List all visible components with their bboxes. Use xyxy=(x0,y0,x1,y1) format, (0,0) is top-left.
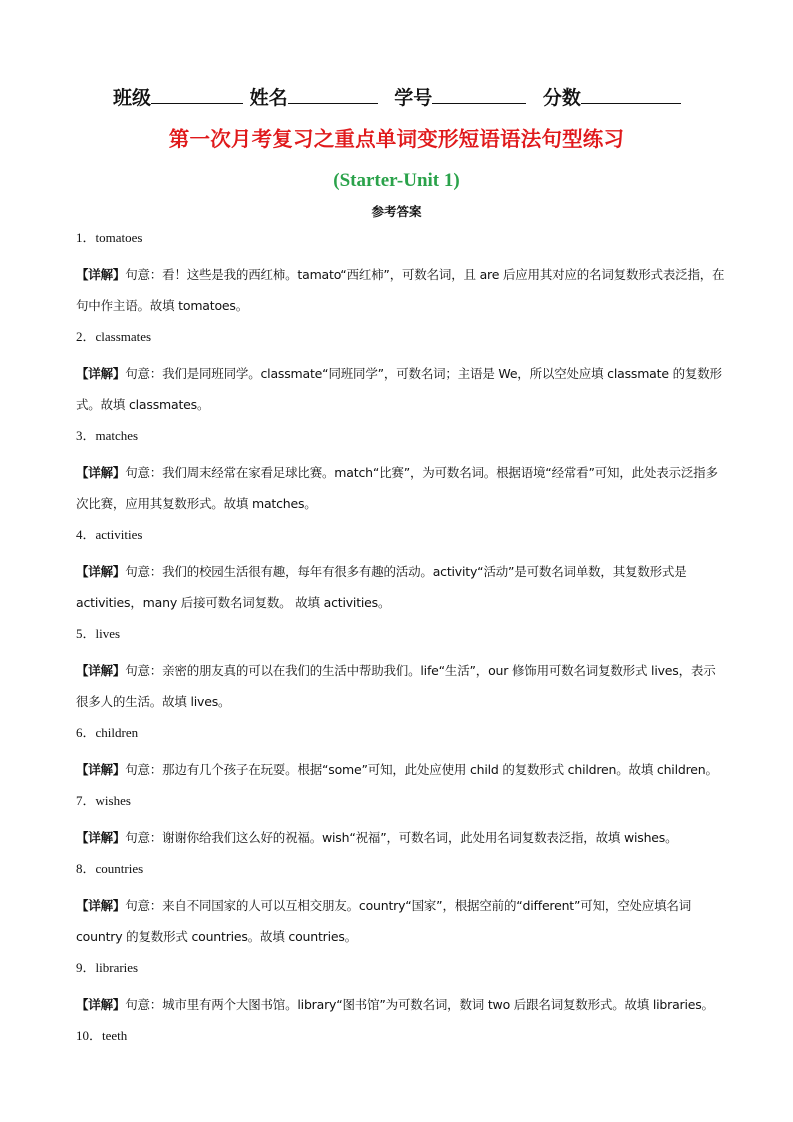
student-id-label: 学号 xyxy=(394,87,433,109)
answer-item xyxy=(76,1026,726,1045)
answer-item xyxy=(76,723,726,742)
explanation-text: 句意：我们是同班同学。classmate“同班同学”，可数名词；主语是 We，所以空处应填 classmate 的复数形式。故填 classmates。 xyxy=(76,366,722,412)
answer-item xyxy=(76,525,726,544)
answer-item xyxy=(76,958,726,977)
explanation-text: 句意：我们周末经常在家看足球比赛。match“比赛”，为可数名词。根据语境“经常看”可知，此处表示泛指多次比赛，应用其复数形式。故填 matches。 xyxy=(76,465,718,511)
score-field xyxy=(543,85,681,110)
student-id-field xyxy=(394,85,526,110)
answer-word: countries xyxy=(95,861,144,876)
answer-explanation xyxy=(76,754,726,785)
answers-heading: 参考答案 xyxy=(371,204,422,219)
answer-number: 5． xyxy=(76,626,96,641)
explanation-tag: 【详解】 xyxy=(76,267,126,282)
explanation-text: 句意：我们的校园生活很有趣，每年有很多有趣的活动。activity“活动”是可数名词单数，其复数形式是 activities，many 后接可数名词复数。 故填 activities。 xyxy=(76,564,687,610)
answer-word: libraries xyxy=(95,960,139,975)
answer-word: matches xyxy=(95,428,139,443)
answer-word: activities xyxy=(95,527,143,542)
explanation-text: 句意：看！这些是我的西红柿。tamato“西红柿”，可数名词，且 are 后应用其对应的名词复数形式表泛指，在句中作主语。故填 tomatoes。 xyxy=(76,267,725,313)
answer-explanation xyxy=(76,890,726,952)
answer-explanation xyxy=(76,556,726,618)
answer-word: teeth xyxy=(102,1028,128,1043)
answer-explanation xyxy=(76,457,726,519)
page-subtitle: (Starter-Unit 1) xyxy=(333,170,460,191)
answer-item xyxy=(76,624,726,643)
answer-number: 9． xyxy=(76,960,96,975)
student-id-blank[interactable] xyxy=(432,85,526,104)
explanation-text: 句意：城市里有两个大图书馆。library“图书馆”为可数名词，数词 two 后跟名词复数形式。故填 libraries。 xyxy=(125,997,714,1012)
answer-item xyxy=(76,791,726,810)
answer-word: wishes xyxy=(95,793,131,808)
explanation-tag: 【详解】 xyxy=(76,830,126,845)
score-label: 分数 xyxy=(542,87,581,109)
answer-number: 10． xyxy=(76,1028,103,1043)
answer-item xyxy=(76,327,726,346)
answer-number: 8． xyxy=(76,861,96,876)
student-info-line xyxy=(113,85,673,110)
answer-number: 4． xyxy=(76,527,96,542)
class-blank[interactable] xyxy=(151,85,243,104)
explanation-text: 句意：那边有几个孩子在玩耍。根据“some”可知，此处应使用 child 的复数形式 children。故填 children。 xyxy=(125,762,718,777)
answer-explanation xyxy=(76,259,726,321)
answer-item xyxy=(76,859,726,878)
explanation-tag: 【详解】 xyxy=(76,564,126,579)
answer-number: 6． xyxy=(76,725,96,740)
answer-list xyxy=(76,228,726,1057)
explanation-tag: 【详解】 xyxy=(76,762,126,777)
explanation-tag: 【详解】 xyxy=(76,663,126,678)
answer-number: 2． xyxy=(76,329,96,344)
answer-number: 1． xyxy=(76,230,96,245)
explanation-text: 句意：亲密的朋友真的可以在我们的生活中帮助我们。life“生活”，our 修饰用可数名词复数形式 lives，表示很多人的生活。故填 lives。 xyxy=(76,663,716,709)
answer-word: tomatoes xyxy=(95,230,143,245)
answer-word: children xyxy=(95,725,139,740)
answer-word: classmates xyxy=(95,329,152,344)
name-blank[interactable] xyxy=(288,85,378,104)
page-title: 第一次月考复习之重点单词变形短语语法句型练习 xyxy=(168,127,625,151)
name-field xyxy=(250,85,378,110)
answer-explanation xyxy=(76,655,726,717)
score-blank[interactable] xyxy=(581,85,681,104)
explanation-text: 句意：谢谢你给我们这么好的祝福。wish“祝福”，可数名词，此处用名词复数表泛指，故填 wishes。 xyxy=(125,830,678,845)
answer-word: lives xyxy=(95,626,121,641)
explanation-tag: 【详解】 xyxy=(76,366,126,381)
answer-explanation xyxy=(76,358,726,420)
answer-explanation xyxy=(76,989,726,1020)
answer-explanation xyxy=(76,822,726,853)
class-field xyxy=(113,85,243,110)
explanation-tag: 【详解】 xyxy=(76,465,126,480)
name-label: 姓名 xyxy=(249,87,288,109)
class-label: 班级 xyxy=(113,87,152,109)
answer-number: 7． xyxy=(76,793,96,808)
explanation-tag: 【详解】 xyxy=(76,898,126,913)
answer-item xyxy=(76,228,726,247)
explanation-text: 句意：来自不同国家的人可以互相交朋友。country“国家”，根据空前的“different”可知，空处应填名词 country 的复数形式 countries。故填 countries。 xyxy=(76,898,691,944)
answer-number: 3． xyxy=(76,428,96,443)
answer-item xyxy=(76,426,726,445)
explanation-tag: 【详解】 xyxy=(76,997,126,1012)
